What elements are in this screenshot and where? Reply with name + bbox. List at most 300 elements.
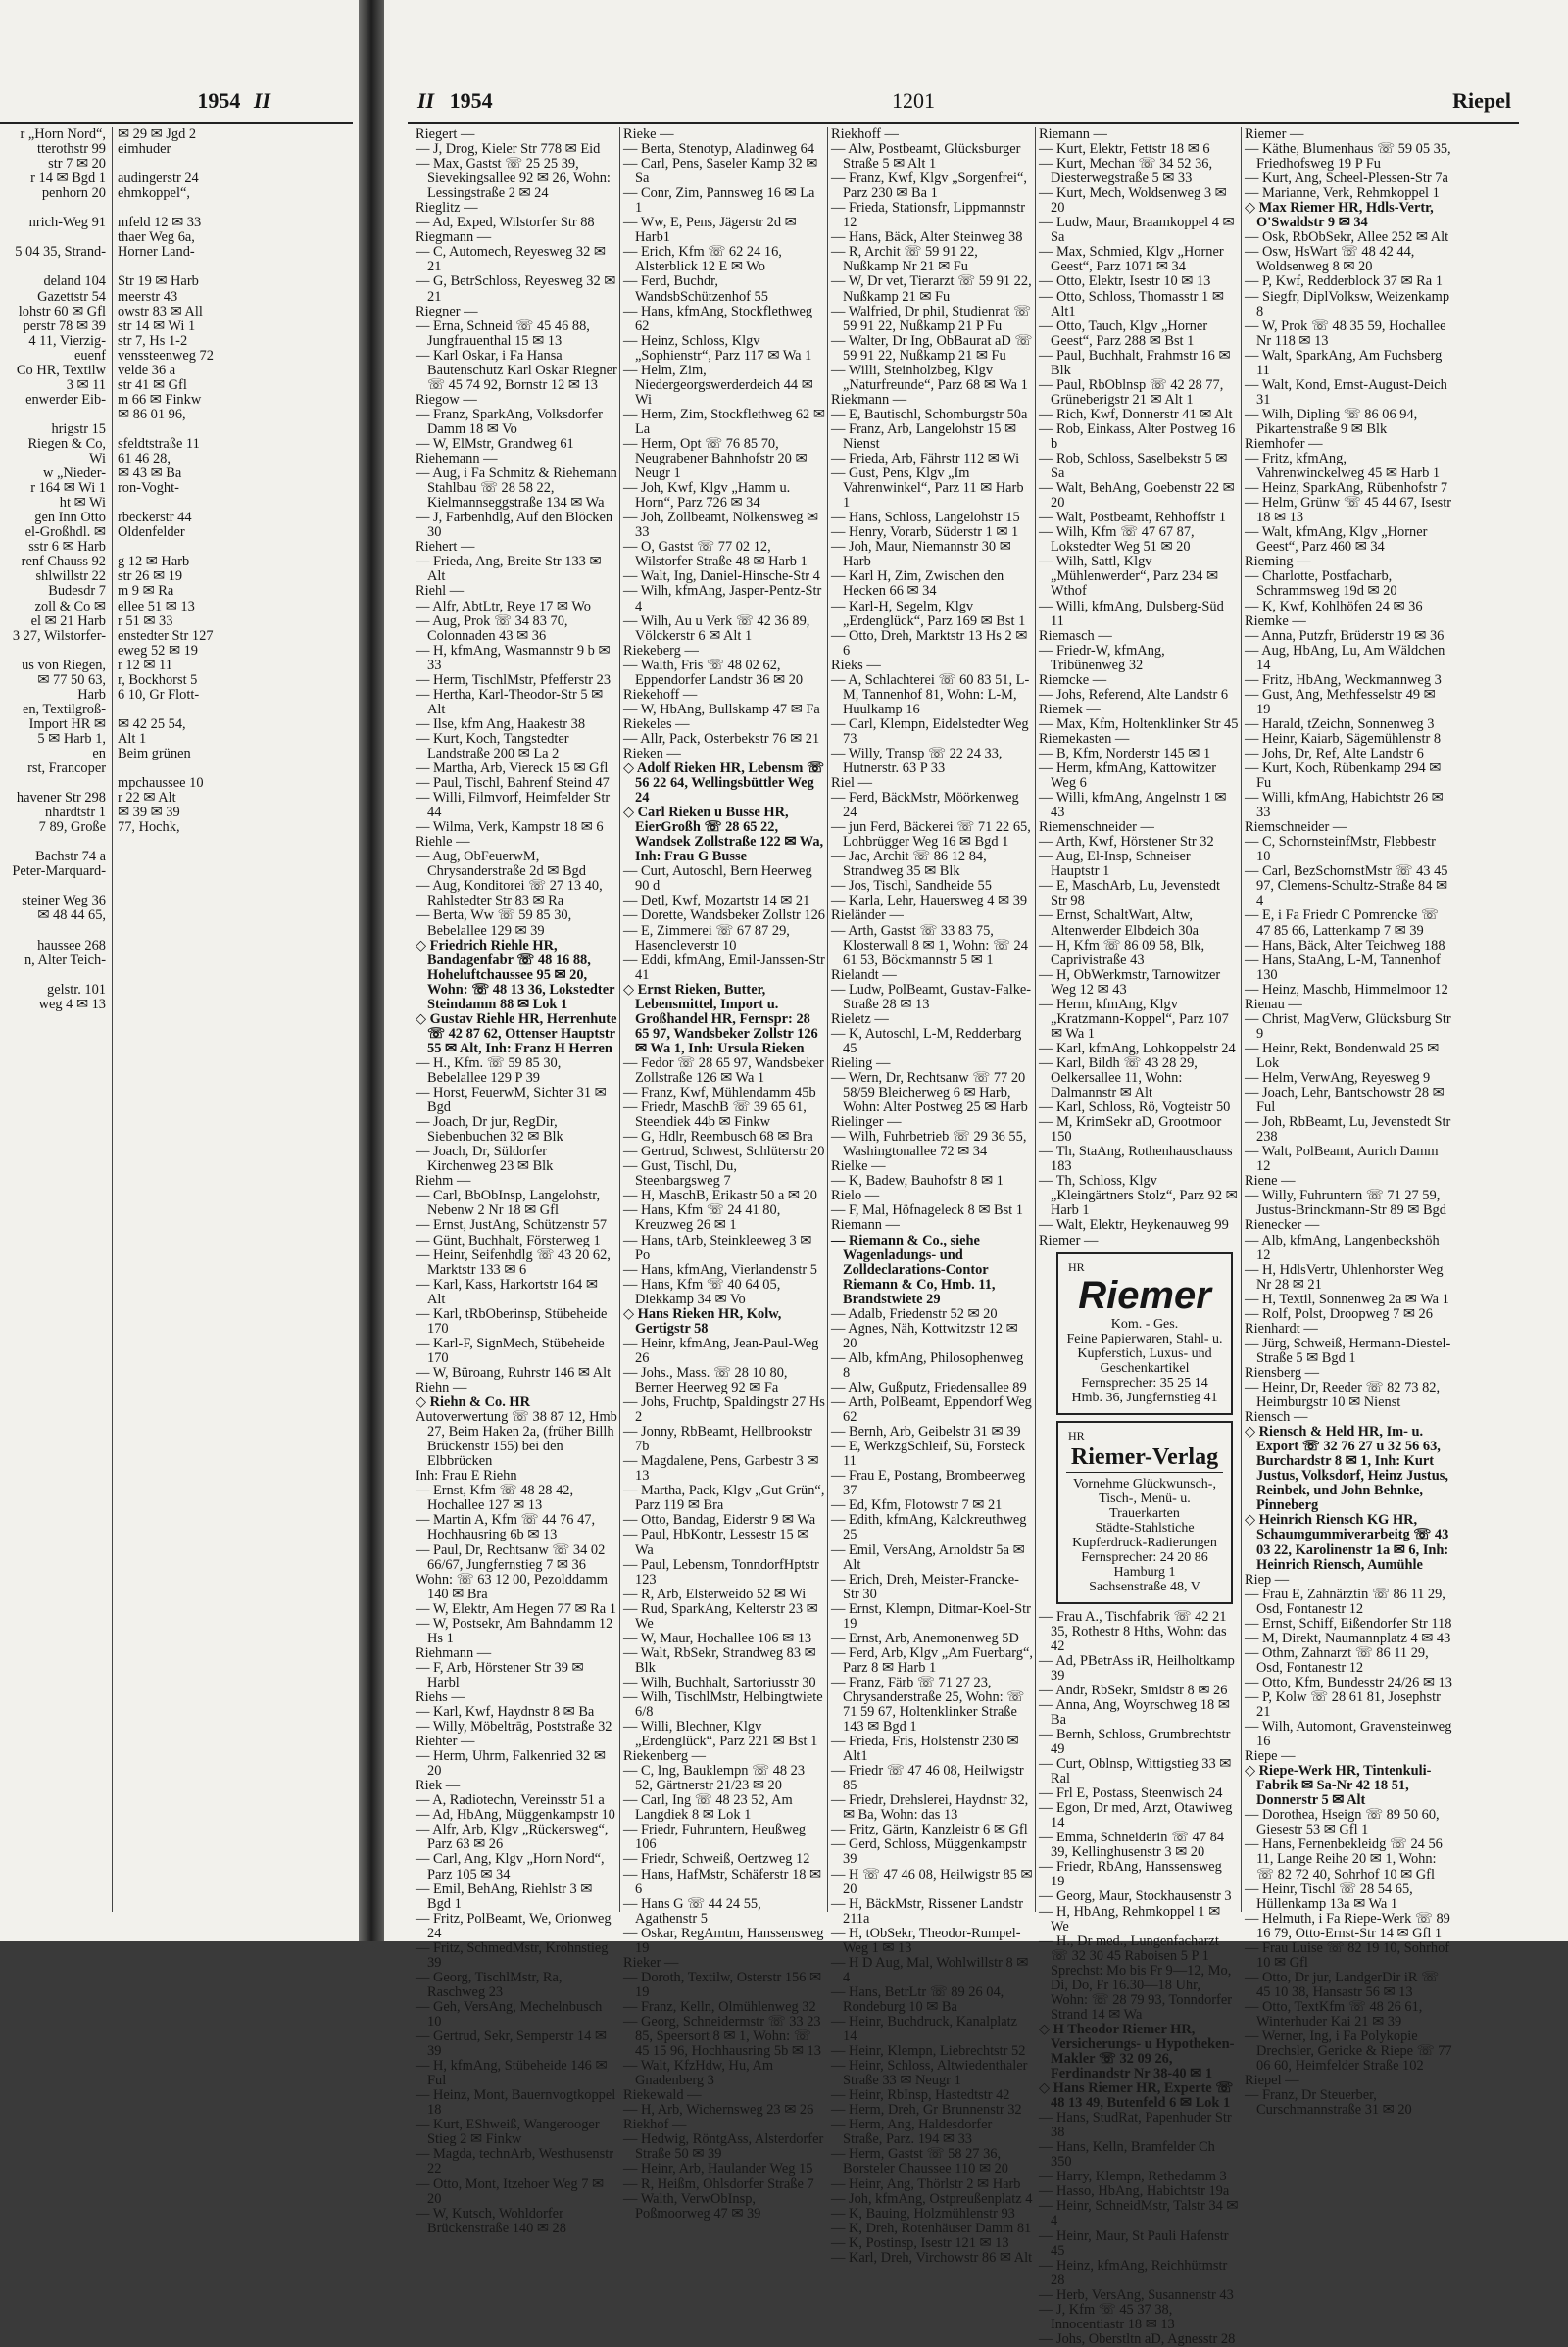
directory-entry: — J, Farbenhdlg, Auf den Blöcken 30 — [416, 510, 613, 541]
directory-entry: ron-Voght- — [118, 480, 179, 497]
directory-entry — [0, 879, 106, 894]
directory-entry: — K, Dreh, Rotenhäuser Damm 81 — [831, 2220, 1032, 2236]
directory-entry: — Otto, Schloss, Thomasstr 1 ✉ Alt1 — [1039, 288, 1224, 319]
directory-entry: — Fritz, Gärtn, Kanzleistr 6 ✉ Gfl — [831, 1822, 1028, 1838]
directory-entry: — Wilh, Automont, Gravensteinweg 16 — [1245, 1719, 1452, 1750]
directory-entry: ✉ 39 ✉ 39 — [118, 805, 180, 821]
ad-text-line: Kupferdruck-Radierungen — [1072, 1535, 1217, 1550]
directory-entry: — E, WerkzgSchleif, Sü, Forsteck 11 — [831, 1439, 1026, 1470]
directory-entry: — F, Arb, Hörstener Str 39 ✉ Harbl — [416, 1659, 584, 1690]
directory-entry: r 22 ✉ Alt — [118, 790, 176, 807]
directory-column-4 — [1039, 126, 1239, 2347]
directory-entry: — Andr, RbSekr, Smidstr 8 ✉ 26 — [1039, 1682, 1228, 1698]
directory-entry: Oldenfelder — [118, 524, 185, 541]
directory-entry: — Hans, Bäck, Alter Steinweg 38 — [831, 229, 1023, 246]
directory-entry: — Hans, StudRat, Papenhuder Str 38 — [1039, 2110, 1232, 2141]
directory-entry: ◇ Riensch & Held HR, Im- u. Export ☏ 32 76 27 u 32 56 63, Burchardstr 8 ✉ 1, Inh: Kurt Justus, Volksdorf, Heinz Justus, Reinbek, und John Behnke, Pinneberg — [1245, 1424, 1448, 1514]
directory-entry: Riemann — — [831, 1217, 900, 1234]
directory-entry: — Herm, TischlMstr, Pfefferstr 23 — [416, 671, 612, 688]
directory-entry: Riemasch — — [1039, 627, 1112, 644]
directory-entry: — Franz, Arb, Langelohstr 15 ✉ Nienst — [831, 420, 1017, 452]
directory-entry — [118, 540, 353, 555]
directory-entry: — Karl-F, SignMech, Stübeheide 170 — [416, 1335, 605, 1366]
directory-entry: — K, Postinsp, Isestr 121 ✉ 13 — [831, 2234, 1009, 2251]
directory-entry: — Aug, HbAng, Lu, Am Wäldchen 14 — [1245, 642, 1446, 673]
directory-entry: — Ludw, Maur, Braamkoppel 4 ✉ Sa — [1039, 215, 1235, 246]
directory-entry: — Carl, BezSchornstMstr ☏ 43 45 97, Clemens-Schultz-Straße 84 ✉ 4 — [1245, 863, 1448, 909]
directory-entry: r „Horn Nord“, — [20, 126, 106, 142]
directory-entry: — Heinr, Arb, Haulander Weg 15 — [623, 2161, 813, 2177]
directory-entry: — Th, StaAng, Rothenhauschauss 183 — [1039, 1144, 1233, 1175]
directory-entry: — Harald, tZeichn, Sonnenweg 3 — [1245, 715, 1435, 732]
directory-entry: — Karl, tRbOberinsp, Stübeheide 170 — [416, 1305, 608, 1337]
directory-entry: ht ✉ Wi — [59, 495, 106, 512]
directory-entry: ◇ Heinrich Riensch KG HR, Schaumgummiverarbeitg ☏ 43 03 22, Karolinenstr 1a ✉ 6, Inh: Heinrich Riensch, Aumühle — [1245, 1512, 1449, 1573]
directory-entry: str 41 ✉ Gfl — [118, 376, 187, 393]
directory-entry: 3 27, Wilstorfer- — [12, 627, 106, 644]
directory-entry: — Harry, Klempn, Rethedamm 3 — [1039, 2169, 1227, 2185]
directory-entry: — Karl Oskar, i Fa Hansa Bautenschutz Karl Oskar Riegner ☏ 45 74 92, Bornstr 12 ✉ 13 — [416, 347, 617, 393]
directory-entry: — H, ObWerkmstr, Tarnowitzer Weg 12 ✉ 43 — [1039, 966, 1221, 998]
directory-entry: — Doroth, Textilw, Osterstr 156 ✉ 19 — [623, 1969, 822, 2000]
directory-entry: — Joh, kfmAng, Ostpreußenplatz 4 — [831, 2190, 1033, 2207]
directory-entry: r 164 ✉ Wi 1 — [30, 480, 106, 497]
directory-entry: gen Inn Otto — [34, 510, 106, 526]
directory-entry: weg 4 ✉ 13 — [38, 996, 106, 1012]
directory-entry — [0, 776, 106, 791]
directory-entry: — Willi, Filmvorf, Heimfelder Str 44 — [416, 790, 611, 821]
directory-entry: — Siegfr, DiplVolksw, Weizenkamp 8 — [1245, 288, 1450, 319]
directory-entry: — Wilh, Kfm ☏ 47 67 87, Lokstedter Weg 51 ✉ 20 — [1039, 524, 1195, 556]
directory-entry: sfeldtstraße 11 — [118, 435, 200, 452]
directory-entry: — Paul, Lebensm, TonndorfHptstr 123 — [623, 1556, 819, 1588]
directory-entry: — Herm, Opt ☏ 76 85 70, Neugrabener Bahnhofstr 20 ✉ Neugr 1 — [623, 435, 808, 482]
directory-entry: Riemer — — [1245, 126, 1304, 142]
directory-entry: Riehs — — [416, 1688, 466, 1705]
directory-entry: — Heinr, Kaiarb, Sägemühlenstr 8 — [1245, 730, 1442, 747]
directory-entry: — Heinr, Tischl ☏ 28 54 65, Hüllenkamp 13a ✉ Wa 1 — [1245, 1881, 1413, 1912]
directory-entry: — Hans G ☏ 44 24 55, Agathenstr 5 — [623, 1895, 761, 1927]
directory-entry: — Carl, Klempn, Eidelstedter Weg 73 — [831, 715, 1029, 747]
directory-entry: — Gertrud, Schwest, Schlüterstr 20 — [623, 1144, 825, 1160]
directory-entry: el-Großhdl. ✉ — [24, 524, 106, 541]
directory-entry: Riehmann — — [416, 1644, 492, 1661]
ad-text-line: Feine Papierwaren, Stahl- u. Kupferstich, Luxus- und Geschenkartikel — [1066, 1331, 1223, 1376]
directory-entry: — Allr, Pack, Osterbekstr 76 ✉ 21 — [623, 730, 820, 747]
directory-entry — [0, 408, 106, 422]
directory-entry: Rieglitz — — [416, 200, 478, 217]
left-running-head — [197, 88, 270, 114]
directory-entry: Riensberg — — [1245, 1364, 1320, 1381]
directory-entry: Riehter — — [416, 1734, 475, 1750]
directory-entry: ◇ Friedrich Riehle HR, Bandagenfabr ☏ 48 16 88, Hoheluftchaussee 95 ✉ 20, Wohn: ☏ 48 13 36, Lokstedter Steindamm 88 ✉ Lok 1 — [416, 937, 615, 1012]
directory-entry: — Walt, RbSekr, Strandweg 83 ✉ Blk — [623, 1644, 816, 1676]
directory-entry: 77, Hochk, — [118, 819, 180, 836]
ad-register-marker: HR — [1068, 1428, 1085, 1442]
directory-entry: — Willi, Blechner, Klgv „Erdenglück“, Parz 221 ✉ Bst 1 — [623, 1719, 818, 1750]
directory-entry: — Frieda, Fris, Holstenstr 230 ✉ Alt1 — [831, 1734, 1019, 1765]
directory-entry: ✉ 42 25 54, — [118, 715, 186, 732]
advertisement-riemer-verlag — [1056, 1421, 1233, 1604]
directory-entry: Riekeles — — [623, 715, 690, 732]
directory-entry: — Otto, Dreh, Marktstr 13 Hs 2 ✉ 6 — [831, 627, 1028, 659]
directory-entry: — H, HbAng, Rehmkoppel 1 ✉ We — [1039, 1903, 1221, 1934]
directory-entry: — Georg, Maur, Stockhausenstr 3 — [1039, 1888, 1232, 1905]
directory-entry: — Alw, Postbeamt, Glücksburger Straße 5 ✉ Alt 1 — [831, 141, 1021, 172]
directory-entry: r, Bockhorst 5 — [118, 671, 198, 688]
directory-entry: — Carl, Ing ☏ 48 23 52, Am Langdiek 8 ✉ Lok 1 — [623, 1792, 793, 1824]
directory-entry: nrich-Weg 91 — [28, 215, 106, 231]
directory-entry: — Frau E, Postang, Brombeerweg 37 — [831, 1468, 1026, 1499]
directory-entry: — E, Bautischl, Schomburgstr 50a — [831, 406, 1028, 422]
directory-entry: — Joh, Zollbeamt, Nölkensweg ✉ 33 — [623, 510, 819, 541]
directory-entry: venssteenweg 72 — [118, 347, 214, 364]
directory-entry: — Eddi, kfmAng, Emil-Janssen-Str 41 — [623, 952, 825, 983]
directory-entry: — Helm, VerwAng, Reyesweg 9 — [1245, 1070, 1431, 1086]
directory-entry: — Hans, Bäck, Alter Teichweg 188 — [1245, 937, 1446, 953]
directory-entry: — Jonny, RbBeamt, Hellbrookstr 7b — [623, 1424, 812, 1455]
directory-entry: — Walt, Kond, Ernst-August-Deich 31 — [1245, 376, 1447, 408]
directory-entry: — Magda, technArb, Westhusenstr 22 — [416, 2146, 614, 2177]
directory-entry: — Rich, Kwf, Donnerstr 41 ✉ Alt — [1039, 406, 1233, 422]
directory-entry: Riel — — [831, 775, 872, 792]
directory-entry: Rieker — — [623, 1954, 679, 1971]
directory-entry: — Gertrud, Sekr, Semperstr 14 ✉ 39 — [416, 2029, 607, 2060]
directory-entry: — Arth, Gastst ☏ 33 83 75, Klosterwall 8 ✉ 1, Wohn: ☏ 24 61 53, Böckmannstr 5 ✉ 1 — [831, 922, 1028, 968]
directory-entry: — Karl, kfmAng, Lohkoppelstr 24 — [1039, 1040, 1236, 1056]
directory-entry: — Heinr, Seifenhdlg ☏ 43 20 62, Marktstr 133 ✉ 6 — [416, 1247, 611, 1278]
directory-entry: r 14 ✉ Bgd 1 — [30, 171, 106, 187]
directory-entry: Riehn — — [416, 1379, 467, 1395]
directory-entry: — Hans, Schloss, Langelohstr 15 — [831, 510, 1020, 526]
directory-entry: — Helm, Zim, Niedergeorgswerderdeich 44 ✉ Wi — [623, 362, 813, 408]
directory-entry: — Wilh, Au u Verk ☏ 42 36 89, Völckerstr 6 ✉ Alt 1 — [623, 612, 810, 644]
directory-entry: ✉ 77 50 63, — [37, 671, 106, 688]
directory-entry: — Ernst, Schiff, Eißendorfer Str 118 — [1245, 1615, 1452, 1632]
directory-entry: — Ferd, BäckMstr, Möörkenweg 24 — [831, 790, 1019, 821]
directory-entry: Riehle — — [416, 834, 470, 851]
directory-entry: — H., Dr med., Lungenfacharzt ☏ 32 30 45 Raboisen 5 P 1 Sprechst: Mo bis Fr 9—12, Mo, Di, Do, Fr 16.30—18 Uhr, Wohn: ☏ 28 79 93, Tonndorfer Strand 14 ✉ Wa — [1039, 1932, 1233, 2023]
directory-entry: — Heinr, Maur, St Pauli Hafenstr 45 — [1039, 2227, 1229, 2259]
directory-entry: — Franz, Kelln, Olmühlenweg 32 — [623, 1998, 816, 2015]
directory-entry: ◇ Ernst Rieken, Butter, Lebensmittel, Import u. Großhandel HR, Fernspr: 28 65 97, Wandsbeker Zollstr 126 ✉ Wa 1, Inh: Ursula Rieken — [623, 981, 818, 1056]
directory-entry: — C, Automech, Reyesweg 32 ✉ 21 — [416, 244, 606, 275]
directory-entry: Riemann — — [1039, 126, 1107, 142]
directory-entry: thaer Weg 6a, — [118, 229, 195, 246]
directory-entry: — Johs, Dr, Ref, Alte Landstr 6 — [1245, 745, 1424, 761]
directory-entry: — Arth, PolBeamt, Eppendorf Weg 62 — [831, 1394, 1032, 1426]
directory-entry: — Othm, Zahnarzt ☏ 86 11 29, Osd, Fontanestr 12 — [1245, 1644, 1429, 1676]
directory-entry: — A, Radiotechn, Vereinsstr 51 a — [416, 1792, 605, 1809]
directory-entry: Riegow — — [416, 391, 477, 408]
directory-entry: — Johs., Mass. ☏ 28 10 80, Berner Heerweg 92 ✉ Fa — [623, 1364, 788, 1395]
directory-entry: Rieken — — [623, 745, 681, 761]
directory-entry: zoll & Co ✉ — [34, 598, 106, 614]
directory-entry: — Walth, Fris ☏ 48 02 62, Eppendorfer Landstr 36 ✉ 20 — [623, 657, 804, 688]
directory-entry: r 51 ✉ 33 — [118, 612, 173, 629]
directory-entry: — H, kfmAng, Wasmannstr 9 b ✉ 33 — [416, 642, 611, 673]
directory-entry: sstr 6 ✉ Harb — [28, 539, 106, 556]
directory-entry: — Fritz, SchmedMstr, Krohnstieg 39 — [416, 1939, 609, 1971]
directory-entry: — Detl, Kwf, Mozartstr 14 ✉ 21 — [623, 893, 810, 909]
directory-entry: — M, Direkt, Naumannplatz 4 ✉ 43 — [1245, 1630, 1451, 1646]
directory-entry: — Werner, Ing, i Fa Polykopie Drechsler, Gericke & Riepe ☏ 77 06 60, Heimfelder Straße 102 — [1245, 2029, 1452, 2075]
directory-entry: Riemenschneider — — [1039, 819, 1154, 836]
directory-column-3 — [831, 126, 1033, 2266]
directory-entry: — Alfr, AbtLtr, Reye 17 ✉ Wo — [416, 598, 591, 614]
directory-entry: — Heinr, kfmAng, Jean-Paul-Weg 26 — [623, 1335, 819, 1366]
directory-entry: — Otto, Elektr, Isestr 10 ✉ 13 — [1039, 273, 1211, 290]
directory-entry: n, Alter Teich- — [24, 952, 106, 968]
directory-entry: eimhuder — [118, 141, 172, 158]
directory-entry: — Wilma, Verk, Kampstr 18 ✉ 6 — [416, 819, 604, 836]
directory-entry: — Magdalene, Pens, Garbestr 3 ✉ 13 — [623, 1453, 819, 1485]
directory-entry: ◇ Hans Riemer HR, Experte ☏ 48 13 49, Butenfeld 6 ✉ Lok 1 — [1039, 2080, 1234, 2112]
directory-entry: — Hans, HafMstr, Schäferstr 18 ✉ 6 — [623, 1866, 822, 1897]
directory-entry: ◇ Adolf Rieken HR, Lebensm ☏ 56 22 64, Wellingsbüttler Weg 24 — [623, 760, 824, 807]
directory-entry: — Erich, Kfm ☏ 62 24 16, Alsterblick 12 E ✉ Wo — [623, 244, 782, 275]
ad-text-line: Hamburg 1 — [1113, 1564, 1176, 1580]
directory-entry: — Carl, Ang, Klgv „Horn Nord“, Parz 105 ✉ 34 — [416, 1851, 605, 1882]
directory-entry: — Berta, Ww ☏ 59 85 30, Bebelallee 129 ✉ 39 — [416, 907, 572, 939]
directory-entry: penhorn 20 — [41, 185, 106, 202]
directory-entry — [0, 230, 106, 245]
directory-entry: — Bernh, Arb, Geibelstr 31 ✉ 39 — [831, 1424, 1021, 1441]
directory-entry: — Ilse, kfm Ang, Haakestr 38 — [416, 715, 586, 732]
directory-entry: Rielo — — [831, 1188, 880, 1204]
directory-entry: — Wilh, Sattl, Klgv „Mühlenwerder“, Parz 234 ✉ Wthof — [1039, 554, 1219, 600]
directory-entry: — Franz, Dr Steuerber, Curschmannstraße 31 ✉ 20 — [1245, 2087, 1412, 2119]
directory-entry: — Helm, Grünw ☏ 45 44 67, Isestr 18 ✉ 13 — [1245, 495, 1452, 526]
directory-entry: rst, Francoper — [27, 760, 106, 777]
directory-entry: ◇ Riepe-Werk HR, Tintenkuli-Fabrik ✉ Sa-Nr 42 18 51, Donnerstr 5 ✉ Alt — [1245, 1763, 1432, 1809]
directory-entry: — Rud, SparkAng, Kelterstr 23 ✉ We — [623, 1600, 818, 1632]
directory-entry: — Aug, ObFeuerwM, Chrysanderstraße 2d ✉ Bgd — [416, 849, 586, 880]
directory-entry: Riekhof — — [623, 2117, 687, 2133]
directory-entry: str 26 ✉ 19 — [118, 568, 183, 585]
directory-entry: Riekmann — — [831, 391, 907, 408]
directory-entry: — Martha, Pack, Klgv „Gut Grün“, Parz 119 ✉ Bra — [623, 1483, 825, 1514]
directory-entry: Rielke — — [831, 1158, 886, 1175]
directory-entry: — Martha, Arb, Viereck 15 ✉ Gfl — [416, 760, 609, 777]
directory-entry: — Franz, Kwf, Klgv „Sorgenfrei“, Parz 230 ✉ Ba 1 — [831, 171, 1027, 202]
directory-entry: — J, Kfm ☏ 45 37 38, Innocentiastr 18 ✉ 13 — [1039, 2301, 1175, 2332]
directory-entry: Autoverwertung ☏ 38 87 12, Hmb 27, Beim Haken 2a, (früher Billh Brückenstr 155) bei den Elbbrücken — [416, 1409, 617, 1470]
directory-entry: perstr 78 ✉ 39 — [23, 318, 106, 334]
directory-entry: — Anna, Putzfr, Brüderstr 19 ✉ 36 — [1245, 627, 1445, 644]
directory-entry — [0, 260, 106, 274]
directory-entry: — Hertha, Karl-Theodor-Str 5 ✉ Alt — [416, 686, 604, 717]
advertisement-riemer-kg — [1056, 1252, 1233, 1415]
directory-entry: — H D Aug, Mal, Wohlwillstr 8 ✉ 4 — [831, 1954, 1029, 1985]
column-divider — [619, 127, 620, 1912]
directory-entry: — Karl-H, Segelm, Klgv „Erdenglück“, Parz 169 ✉ Bst 1 — [831, 598, 1026, 629]
directory-entry: — Friedr, RbAng, Hanssensweg 19 — [1039, 1859, 1222, 1890]
directory-entry: — Heinr, Ang, Thörlstr 2 ✉ Harb — [831, 2176, 1021, 2192]
directory-page — [384, 0, 1568, 2347]
directory-entry: — Helmuth, i Fa Riepe-Werk ☏ 89 16 79, Otto-Ernst-Str 14 ✉ Gfl 1 — [1245, 1910, 1450, 1941]
directory-entry: — Herm, Uhrm, Falkenried 32 ✉ 20 — [416, 1748, 606, 1780]
directory-entry: — Curt, Oblnsp, Wittigstieg 33 ✉ Ral — [1039, 1756, 1232, 1787]
directory-entry: — Wern, Dr, Rechtsanw ☏ 77 20 58/59 Bleicherweg 6 ✉ Harb, Wohn: Alter Postweg 25 ✉ Harb — [831, 1070, 1028, 1116]
directory-entry: nhardtstr 1 — [45, 805, 106, 821]
ad-text-line: Kom. - Ges. — [1110, 1316, 1179, 1332]
directory-entry: — W, Elektr, Am Hegen 77 ✉ Ra 1 — [416, 1600, 616, 1617]
directory-entry: Rieke — — [623, 126, 674, 142]
directory-entry — [118, 761, 353, 776]
directory-entry: — Ed, Kfm, Flotowstr 7 ✉ 21 — [831, 1497, 1003, 1514]
directory-entry: Str 19 ✉ Harb — [118, 273, 199, 290]
directory-entry: — K, Kwf, Kohlhöfen 24 ✉ 36 — [1245, 598, 1423, 614]
directory-entry: — Rob, Schloss, Saselbekstr 5 ✉ Sa — [1039, 451, 1228, 482]
directory-entry: — Hans, kfmAng, Stockflethweg 62 — [623, 303, 813, 334]
directory-entry: Riegen & Co, — [27, 435, 106, 452]
directory-entry: — Kurt, Ang, Scheel-Plessen-Str 7a — [1245, 171, 1448, 187]
directory-entry: — Joach, Lehr, Bantschowstr 28 ✉ Ful — [1245, 1085, 1445, 1116]
directory-entry: 4 11, Vierzig- — [28, 332, 106, 349]
directory-entry: — Franz, Kwf, Mühlendamm 45b — [623, 1085, 816, 1101]
directory-entry: — J, Drog, Kieler Str 778 ✉ Eid — [416, 141, 601, 158]
directory-entry: w „Nieder- — [42, 465, 106, 482]
directory-entry: — Walt, SparkAng, Am Fuchsberg 11 — [1245, 347, 1443, 378]
directory-entry: — W, Büroang, Ruhrstr 146 ✉ Alt — [416, 1364, 612, 1381]
directory-entry: mpchaussee 10 — [118, 775, 204, 792]
directory-entry: — Charlotte, Postfacharb, Schrammsweg 19d ✉ 20 — [1245, 568, 1397, 600]
directory-entry: — M, KrimSekr aD, Grootmoor 150 — [1039, 1114, 1222, 1146]
directory-entry: — W, HbAng, Bullskamp 47 ✉ Fa — [623, 701, 820, 717]
header-keyword: Riepel — [1452, 88, 1511, 113]
directory-entry: — Alb, kfmAng, Langenbeckshöh 12 — [1245, 1232, 1440, 1263]
directory-entry: — Otto, Kfm, Bundesstr 24/26 ✉ 13 — [1245, 1674, 1452, 1690]
directory-entry: — Joh, Maur, Niemannstr 30 ✉ Harb — [831, 539, 1011, 570]
directory-entry: m 9 ✉ Ra — [118, 583, 174, 600]
directory-entry: — Emma, Schneiderin ☏ 47 84 39, Kellinghusenstr 3 ✉ 20 — [1039, 1830, 1225, 1861]
directory-entry: — Georg, Schneidermstr ☏ 33 23 85, Speersort 8 ✉ 1, Wohn: ☏ 45 15 96, Hochhausring 5b ✉ 13 — [623, 2014, 821, 2060]
directory-entry: ehmkoppel“, — [118, 185, 190, 202]
directory-entry: ✉ 48 44 65, — [37, 907, 106, 924]
directory-entry: Riensch — — [1245, 1409, 1308, 1426]
directory-entry: Riekhoff — — [831, 126, 899, 142]
directory-entry: havener Str 298 — [16, 790, 106, 807]
directory-entry: — Ad, HbAng, Müggenkampstr 10 — [416, 1807, 615, 1824]
directory-entry: Rielandt — — [831, 966, 897, 983]
ad-text-line: Fernsprecher: 24 20 86 — [1081, 1549, 1208, 1565]
directory-entry: — Friedr, Fuhruntern, Heußweg 106 — [623, 1822, 807, 1853]
directory-entry: Riekeberg — — [623, 642, 699, 659]
directory-entry: — G, BetrSchloss, Reyesweg 32 ✉ 21 — [416, 273, 616, 305]
directory-entry: — Otto, Mont, Itzehoer Weg 7 ✉ 20 — [416, 2176, 605, 2207]
directory-entry: Rieming — — [1245, 554, 1311, 570]
directory-entry: — Willi, Steinholzbeg, Klgv „Naturfreunde“, Parz 68 ✉ Wa 1 — [831, 362, 1028, 393]
directory-entry: Riehert — — [416, 539, 475, 556]
directory-entry: — Joh, Kwf, Klgv „Hamm u. Horn“, Parz 726 ✉ 34 — [623, 480, 791, 512]
directory-entry: — Heinz, Mont, Bauernvogtkoppel 18 — [416, 2087, 616, 2119]
directory-entry: — G, Hdlr, Reembusch 68 ✉ Bra — [623, 1129, 813, 1146]
directory-entry: — Friedr ☏ 47 46 08, Heilwigstr 85 — [831, 1763, 1024, 1794]
directory-entry: — Hans, StaAng, L-M, Tannenhof 130 — [1245, 952, 1441, 983]
directory-entry: — E, i Fa Friedr C Pomrencke ☏ 47 85 66, Lattenkamp 7 ✉ 39 — [1245, 907, 1439, 939]
directory-entry: — Ferd, Arb, Klgv „Am Fuerbarg“, Parz 8 ✉ Harb 1 — [831, 1644, 1033, 1676]
header-year: 1954 — [449, 88, 493, 113]
directory-entry: Beim grünen — [118, 745, 191, 761]
directory-entry: — Wilh, kfmAng, Jasper-Pentz-Str 4 — [623, 583, 822, 614]
directory-entry: — Ernst, Kfm ☏ 48 28 42, Hochallee 127 ✉ 13 — [416, 1483, 574, 1514]
directory-entry: — Alb, kfmAng, Philosophenweg 8 — [831, 1349, 1024, 1381]
directory-entry: — Paul, Buchhalt, Frahmstr 16 ✉ Blk — [1039, 347, 1231, 378]
directory-entry: — Aug, Konditorei ☏ 27 13 40, Rahlstedter Str 83 ✉ Ra — [416, 878, 603, 909]
directory-entry: — Aug, El-Insp, Schneiser Hauptstr 1 — [1039, 849, 1191, 880]
directory-entry: Riemhofer — — [1245, 435, 1323, 452]
directory-entry: — A, Schlachterei ☏ 60 83 51, L-M, Tannenhof 81, Wohn: L-M, Huulkamp 16 — [831, 671, 1030, 717]
directory-entry: — Wilh, Buchhalt, Sartoriusstr 30 — [623, 1674, 816, 1690]
directory-entry: — Hans, Fernenbekleidg ☏ 24 56 11, Lange Reihe 20 ✉ 1, Wohn: ☏ 82 72 40, Sohrhof 10 ✉ Gfl — [1245, 1836, 1443, 1882]
directory-entry: 3 ✉ 11 — [66, 376, 106, 393]
directory-entry: ◇ Carl Rieken u Busse HR, EierGroßh ☏ 28 65 22, Wandsek Zollstraße 122 ✉ Wa, Inh: Frau G Busse — [623, 805, 824, 865]
directory-entry: — Heinr, RbInsp, Hastedtstr 42 — [831, 2087, 1010, 2104]
directory-entry: — Herm, Ang, Haldesdorfer Straße, Parz. 194 ✉ 33 — [831, 2117, 993, 2148]
directory-entry: — Heinr, Schloss, Altwiedenthaler Straße 33 ✉ Neugr 1 — [831, 2058, 1028, 2089]
directory-entry: r 12 ✉ 11 — [118, 657, 172, 673]
directory-entry: — W, Kutsch, Wohldorfer Brückenstraße 140 ✉ 28 — [416, 2205, 566, 2236]
directory-entry: Riemer — — [1039, 1232, 1099, 1248]
directory-entry: str 7 ✉ 20 — [48, 156, 106, 172]
ad-register-marker: HR — [1068, 1259, 1085, 1274]
directory-entry: — Johs, Oberstltn aD, Agnesstr 28 — [1039, 2330, 1236, 2347]
directory-entry: — Frl E, Postass, Steenwisch 24 — [1039, 1785, 1223, 1802]
directory-entry — [118, 703, 353, 717]
directory-entry: — Gust, Pens, Klgv „Im Vahrenwinkel“, Parz 11 ✉ Harb 1 — [831, 465, 1024, 512]
directory-entry: ◇ Max Riemer HR, Hdls-Vertr, O'Swaldstr 9 ✉ 34 — [1245, 200, 1434, 231]
directory-entry: Riene — — [1245, 1173, 1296, 1190]
directory-entry: Import HR ✉ — [28, 715, 106, 732]
directory-column-2 — [623, 126, 825, 2222]
directory-column-1 — [416, 126, 617, 2236]
directory-entry: — Frau Luise ☏ 82 19 10, Sohrhof 10 ✉ Gfl — [1245, 1939, 1450, 1971]
directory-entry: — Walt, PolBeamt, Aurich Damm 12 — [1245, 1144, 1439, 1175]
directory-entry: audingerstr 24 — [118, 171, 199, 187]
directory-entry: — Günt, Buchhalt, Försterweg 1 — [416, 1232, 601, 1248]
directory-entry: — Alw, Gußputz, Friedensallee 89 — [831, 1379, 1027, 1395]
directory-entry: — H, Textil, Sonnenweg 2a ✉ Wa 1 — [1245, 1291, 1449, 1307]
directory-entry: — Fritz, HbAng, Weckmannweg 3 — [1245, 671, 1442, 688]
directory-entry: — Karl, Kwf, Haydnstr 8 ✉ Ba — [416, 1704, 595, 1721]
ad-logo-text: Riemer — [1078, 1273, 1211, 1317]
directory-entry: Wohn: ☏ 63 12 00, Pezolddamm 140 ✉ Bra — [416, 1571, 608, 1602]
directory-entry: — Th, Schloss, Klgv „Kleingärtners Stolz“, Parz 92 ✉ Harb 1 — [1039, 1173, 1238, 1219]
directory-entry: — Walfried, Dr phil, Studienrat ☏ 59 91 22, Nußkamp 21 P Fu — [831, 303, 1032, 334]
directory-entry: tterothstr 99 — [37, 141, 106, 158]
directory-entry: — Joh, RbBeamt, Lu, Jevenstedt Str 238 — [1245, 1114, 1451, 1146]
directory-entry: Gazettstr 54 — [37, 288, 106, 305]
directory-entry: Riehm — — [416, 1173, 471, 1190]
directory-entry: — E, Zimmerei ☏ 67 87 29, Hasencleverstr 10 — [623, 922, 790, 953]
directory-entry: 5 ✉ Harb 1, — [37, 730, 106, 747]
directory-entry: Riek — — [416, 1778, 461, 1794]
directory-entry — [118, 157, 353, 171]
directory-entry: owstr 83 ✉ All — [118, 303, 203, 319]
directory-entry: — Herm, kfmAng, Kattowitzer Weg 6 — [1039, 760, 1217, 792]
directory-entry: — Ernst, SchaltWart, Altw, Altenwerder Elbdeich 30a — [1039, 907, 1200, 939]
directory-entry: — R, Arb, Elsterweido 52 ✉ Wi — [623, 1586, 807, 1602]
header-rule — [408, 122, 1519, 124]
directory-entry: — Oskar, RegAmtm, Hanssensweg 19 — [623, 1925, 824, 1956]
directory-entry: — W, Dr vet, Tierarzt ☏ 59 91 22, Nußkamp 21 ✉ Fu — [831, 273, 1032, 305]
directory-entry: — Joach, Dr jur, RegDir, Siebenbuchen 32 ✉ Blk — [416, 1114, 564, 1146]
directory-entry: — Ernst, Klempn, Ditmar-Koel-Str 19 — [831, 1600, 1031, 1632]
directory-entry: — H, BäckMstr, Rissener Landstr 211a — [831, 1895, 1024, 1927]
directory-entry: enstedter Str 127 — [118, 627, 214, 644]
directory-entry: — Edith, kfmAng, Kalckreuthweg 25 — [831, 1512, 1027, 1543]
